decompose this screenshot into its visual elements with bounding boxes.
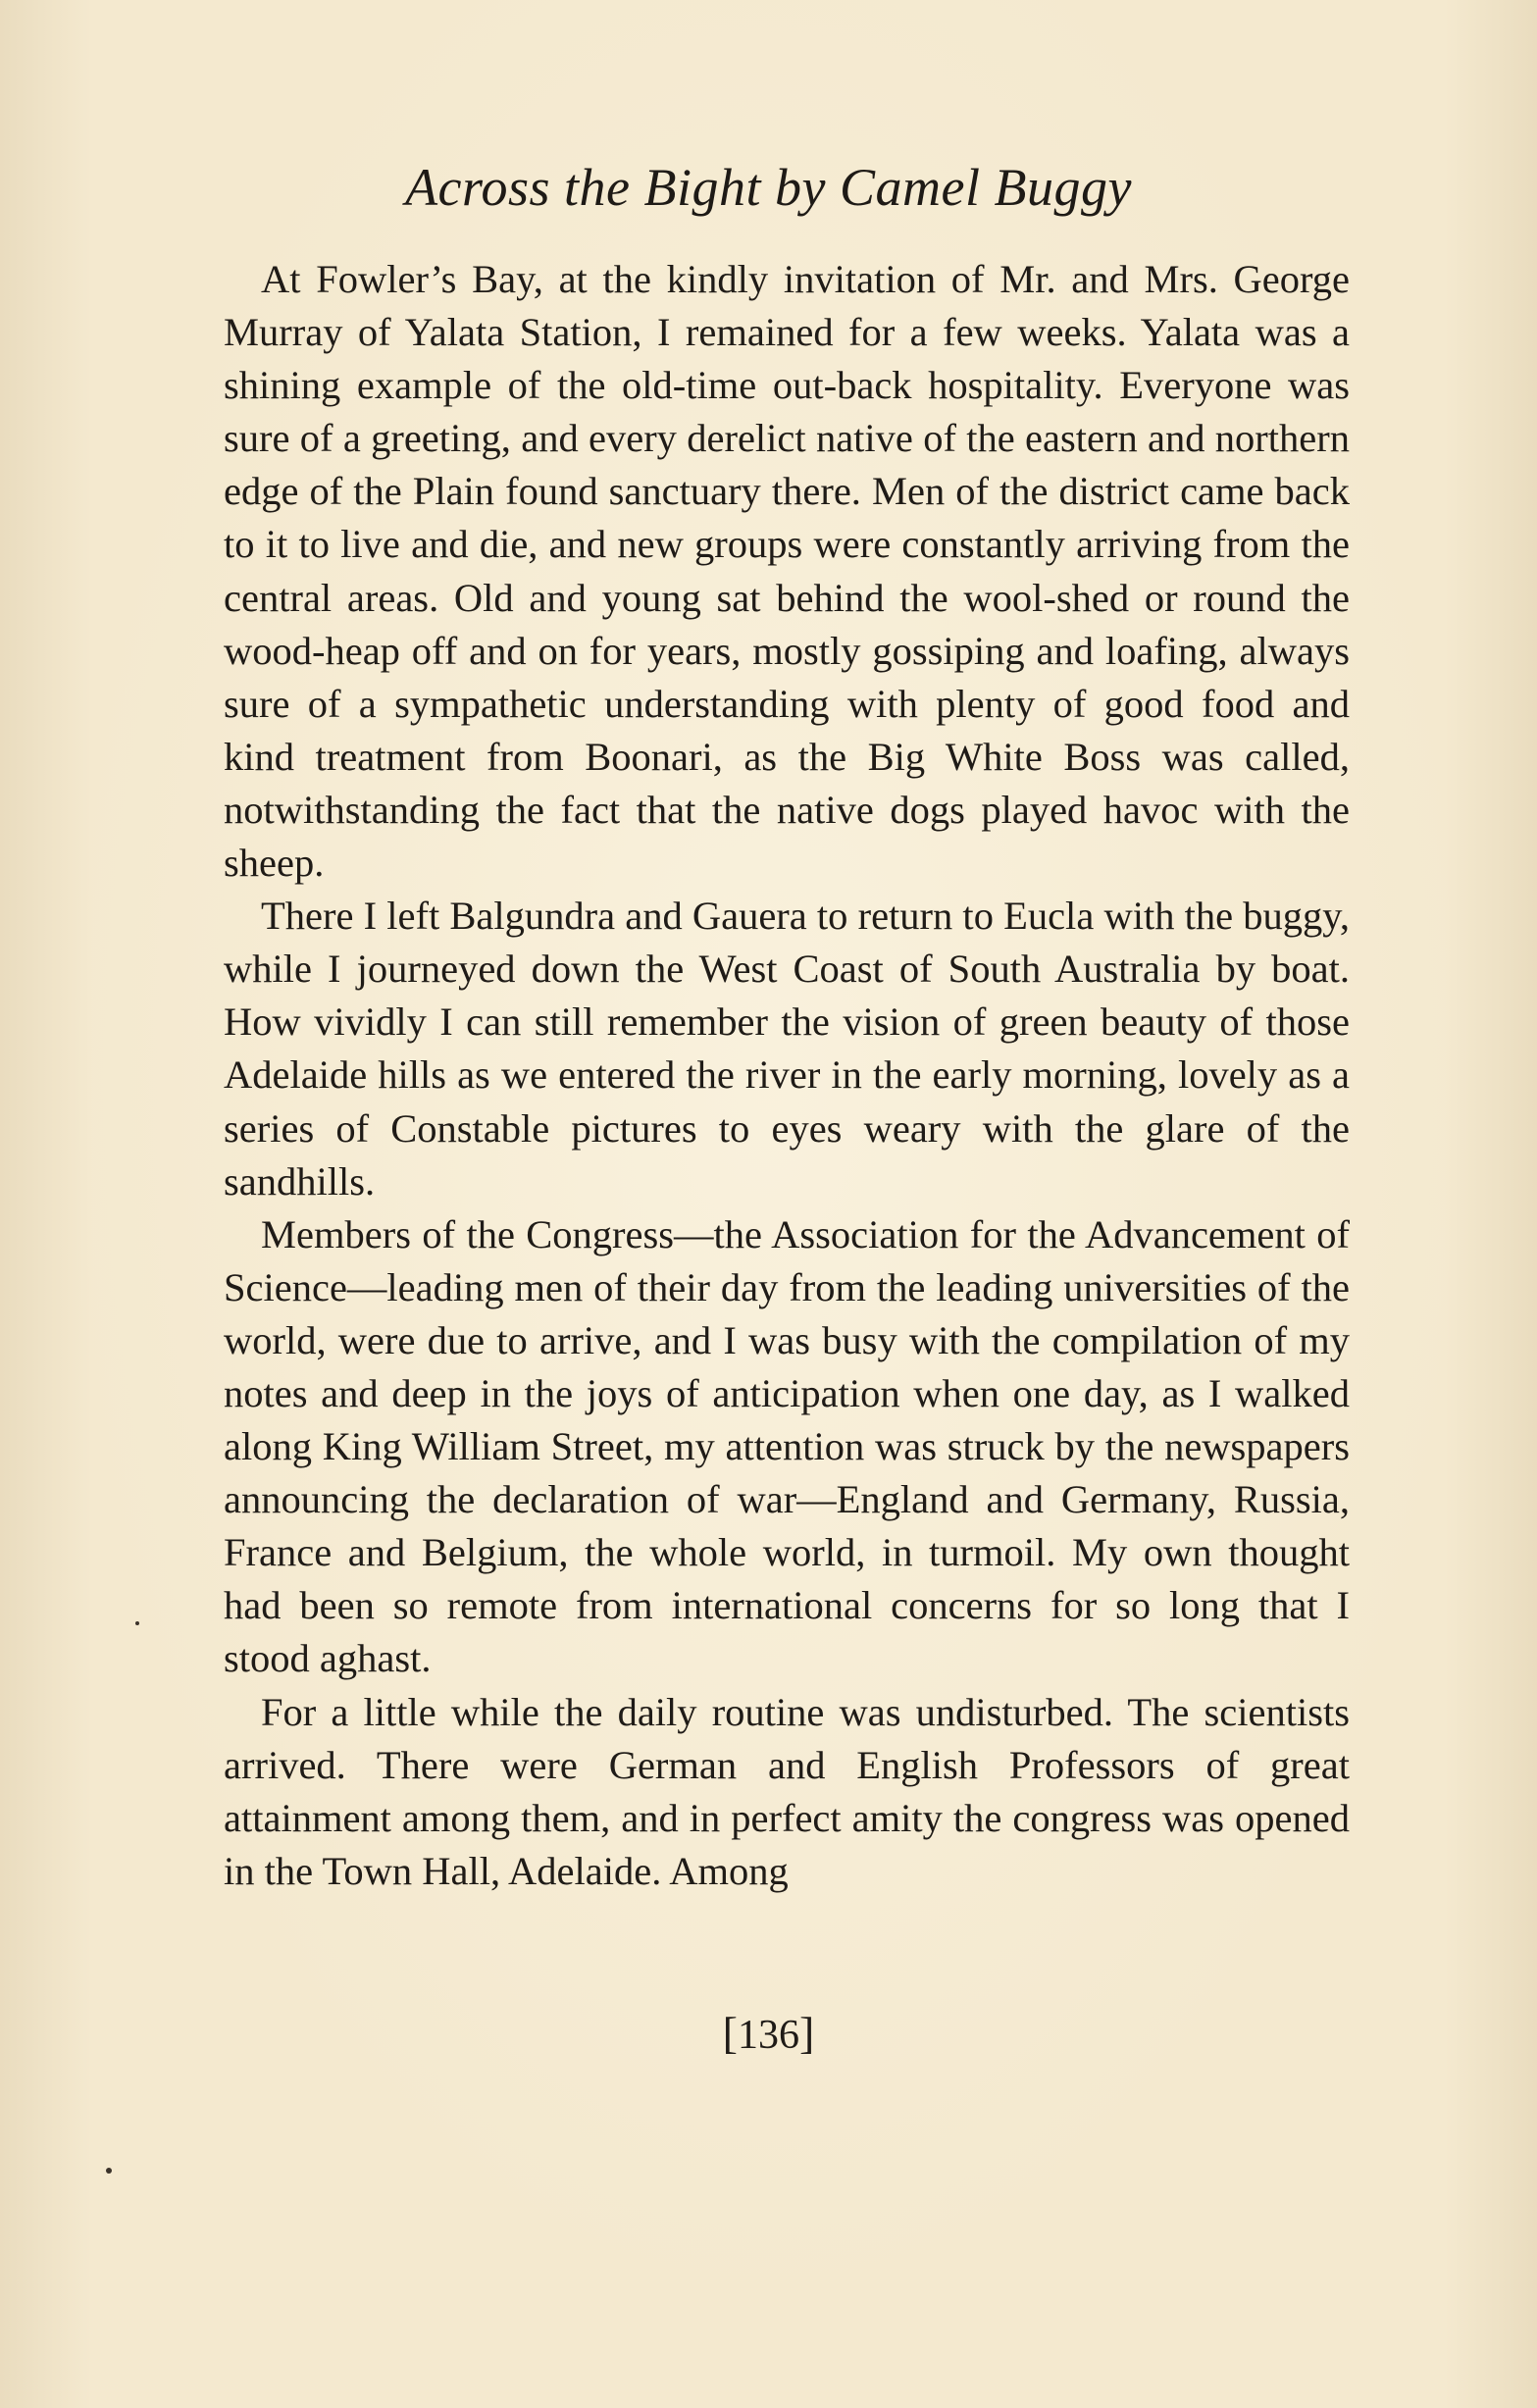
page-number-close-bracket: ] [799,2008,815,2058]
paper-speck [106,2168,112,2174]
paragraph-3: Members of the Congress—the Association for the Advancement of Science—leading men of their day from the leading universities of the world, were due to arrive, and I was busy with the compilation of my notes and deep in the joys of anticipation when one day, as I walked along King William Street, my attention was struck by the newspapers announcing the declaration of war—England and Germany, Russia, France and Belgium, the whole world, in turmoil. My own thought had been so remote from international concerns for so long that I stood aghast. [224,1211,1350,1681]
paragraph-1: At Fowler’s Bay, at the kindly invitation of Mr. and Mrs. George Murray of Yalata Station, I remained for a few weeks. Yalata was a shining example of the old-time out-back hospitality. Everyone was sure of a greeting, and every derelict native of the eastern and northern edge of the Plain found sanctuary there. Men of the district came back to it to live and die, and new groups were constantly arriving from the central areas. Old and young sat behind the wool-shed or round the wood-heap off and on for years, mostly gossiping and loafing, always sure of a sympathetic understanding with plenty of good food and kind treatment from Boonari, as the Big White Boss was called, notwithstanding the fact that the native dogs played havoc with the sheep. [224,257,1350,886]
paragraph-4: For a little while the daily routine was undisturbed. The scientists arrived. There were German and English Professors of great attainment among them, and in perfect amity the congress was opened in the Town Hall, Adelaide. Among [224,1689,1350,1893]
body-text [224,253,1350,1898]
page-number-open-bracket: [ [722,2008,738,2058]
paper-speck [135,1621,139,1625]
paragraph-2: There I left Balgundra and Gauera to return to Eucla with the buggy, while I journeyed down the West Coast of South Australia by boat. How vividly I can still remember the vision of green beauty of those Adelaide hills as we entered the river in the early morning, lovely as a series of Constable pictures to eyes weary with the glare of the sandhills. [224,894,1350,1204]
running-head: Across the Bight by Camel Buggy [405,158,1132,217]
page-number [0,2007,1537,2059]
page-number-value: 136 [738,2013,799,2058]
